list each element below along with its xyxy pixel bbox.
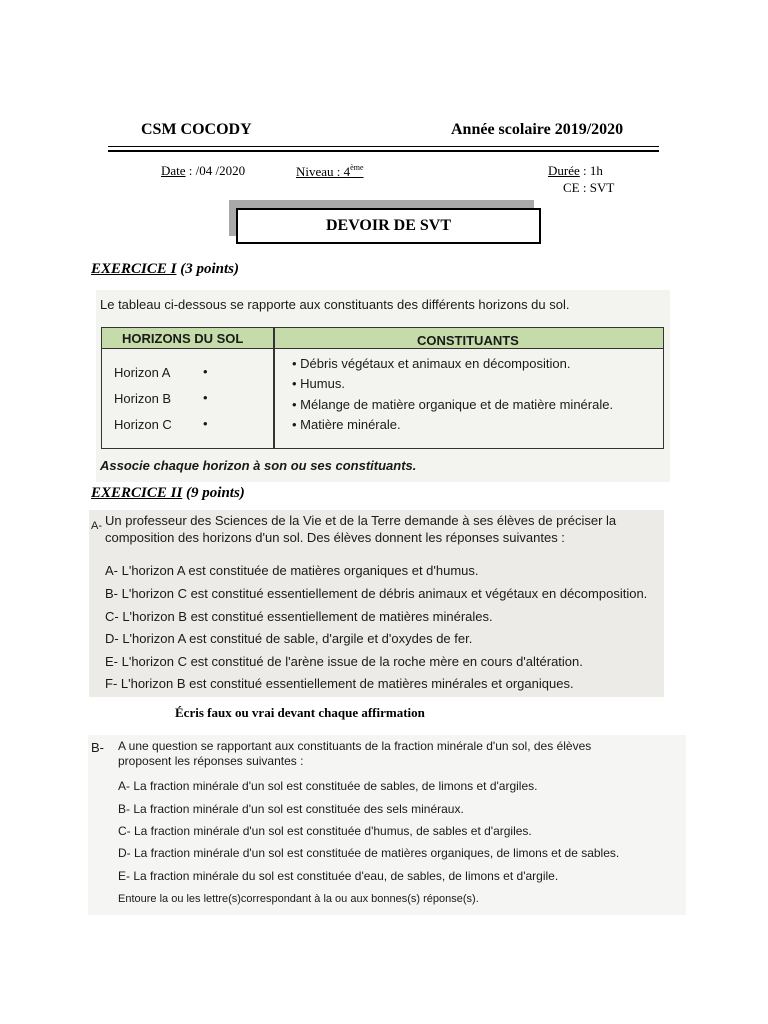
exam-date: Date : /04 /2020 bbox=[161, 163, 246, 178]
header-rule-thick bbox=[108, 150, 659, 152]
answer-item: E- L'horizon C est constitué de l'arène issue de la roche mère en cours d'altération. bbox=[105, 654, 583, 669]
exercise-1-instruction: Associe chaque horizon à son ou ses constituants. bbox=[100, 458, 417, 473]
horizon-row: Horizon C bbox=[114, 417, 172, 432]
constituant-item: • Débris végétaux et animaux en décomposition. bbox=[292, 356, 571, 371]
school-year: Année scolaire 2019/2020 bbox=[451, 121, 624, 138]
match-dot: • bbox=[203, 364, 208, 379]
horizon-row: Horizon A bbox=[114, 365, 171, 380]
exercise-1-heading: EXERCICE I (3 points) bbox=[91, 261, 239, 277]
match-dot: • bbox=[203, 390, 208, 405]
answer-item: F- L'horizon B est constitué essentiellement de matières minérales et organiques. bbox=[105, 676, 574, 691]
table-divider bbox=[273, 328, 275, 448]
exercise-1-intro: Le tableau ci-dessous se rapporte aux constituants des différents horizons du sol. bbox=[100, 297, 570, 312]
part-b-instruction: Entoure la ou les lettre(s)correspondant à la ou aux bonnes(s) réponse(s). bbox=[118, 893, 479, 905]
part-b-intro: proposent les réponses suivantes : bbox=[118, 754, 304, 768]
answer-item: C- L'horizon B est constitué essentiellement de matières minérales. bbox=[105, 609, 493, 624]
exercise-2a-scan bbox=[89, 510, 664, 697]
match-dot: • bbox=[203, 416, 208, 431]
part-a-instruction: Écris faux ou vrai devant chaque affirmation bbox=[175, 705, 425, 720]
answer-item: A- L'horizon A est constituée de matières organiques et d'humus. bbox=[105, 563, 479, 578]
exercise-1-scan bbox=[96, 290, 670, 482]
horizons-table bbox=[101, 327, 664, 449]
answer-item: C- La fraction minérale d'un sol est constituée d'humus, de sables et d'argiles. bbox=[118, 824, 532, 838]
horizon-row: Horizon B bbox=[114, 391, 172, 406]
answer-item: A- La fraction minérale d'un sol est constituée de sables, de limons et d'argiles. bbox=[118, 779, 538, 793]
header-rule bbox=[108, 146, 659, 147]
part-a-intro: composition des horizons d'un sol. Des élèves donnent les réponses suivantes : bbox=[105, 530, 565, 545]
exercise-2b-scan bbox=[88, 735, 686, 915]
part-a-intro: Un professeur des Sciences de la Vie et de la Terre demande à ses élèves de préciser la bbox=[105, 513, 617, 528]
answer-item: E- La fraction minérale du sol est constituée d'eau, de sables, de limons et d'argile. bbox=[118, 869, 559, 883]
constituant-item: • Humus. bbox=[292, 376, 345, 391]
answer-item: B- La fraction minérale d'un sol est constituée des sels minéraux. bbox=[118, 802, 464, 816]
part-b-intro: A une question se rapportant aux constituants de la fraction minérale d'un sol, des élèves bbox=[118, 739, 592, 753]
answer-item: D- L'horizon A est constitué de sable, d'argile et d'oxydes de fer. bbox=[105, 631, 473, 646]
school-name: CSM COCODY bbox=[141, 121, 252, 138]
exercise-2-heading: EXERCICE II (9 points) bbox=[91, 485, 245, 501]
exam-level: Niveau : 4ème bbox=[296, 163, 364, 179]
part-a-marker: A- bbox=[91, 520, 102, 532]
part-b-marker: B- bbox=[91, 740, 104, 755]
page-title: DEVOIR DE SVT bbox=[236, 208, 541, 244]
col-header-horizons: HORIZONS DU SOL bbox=[122, 331, 244, 346]
answer-item: B- L'horizon C est constitué essentiellement de débris animaux et végétaux en décomposition. bbox=[105, 586, 648, 601]
constituant-item: • Matière minérale. bbox=[292, 417, 401, 432]
answer-item: D- La fraction minérale d'un sol est constituée de matières organiques, de limons et de sables. bbox=[118, 846, 620, 860]
constituant-item: • Mélange de matière organique et de matière minérale. bbox=[292, 397, 614, 412]
exam-subject: CE : SVT bbox=[563, 180, 615, 195]
exam-duration: Durée : 1h bbox=[548, 163, 603, 178]
col-header-constituants: CONSTITUANTS bbox=[417, 333, 519, 348]
